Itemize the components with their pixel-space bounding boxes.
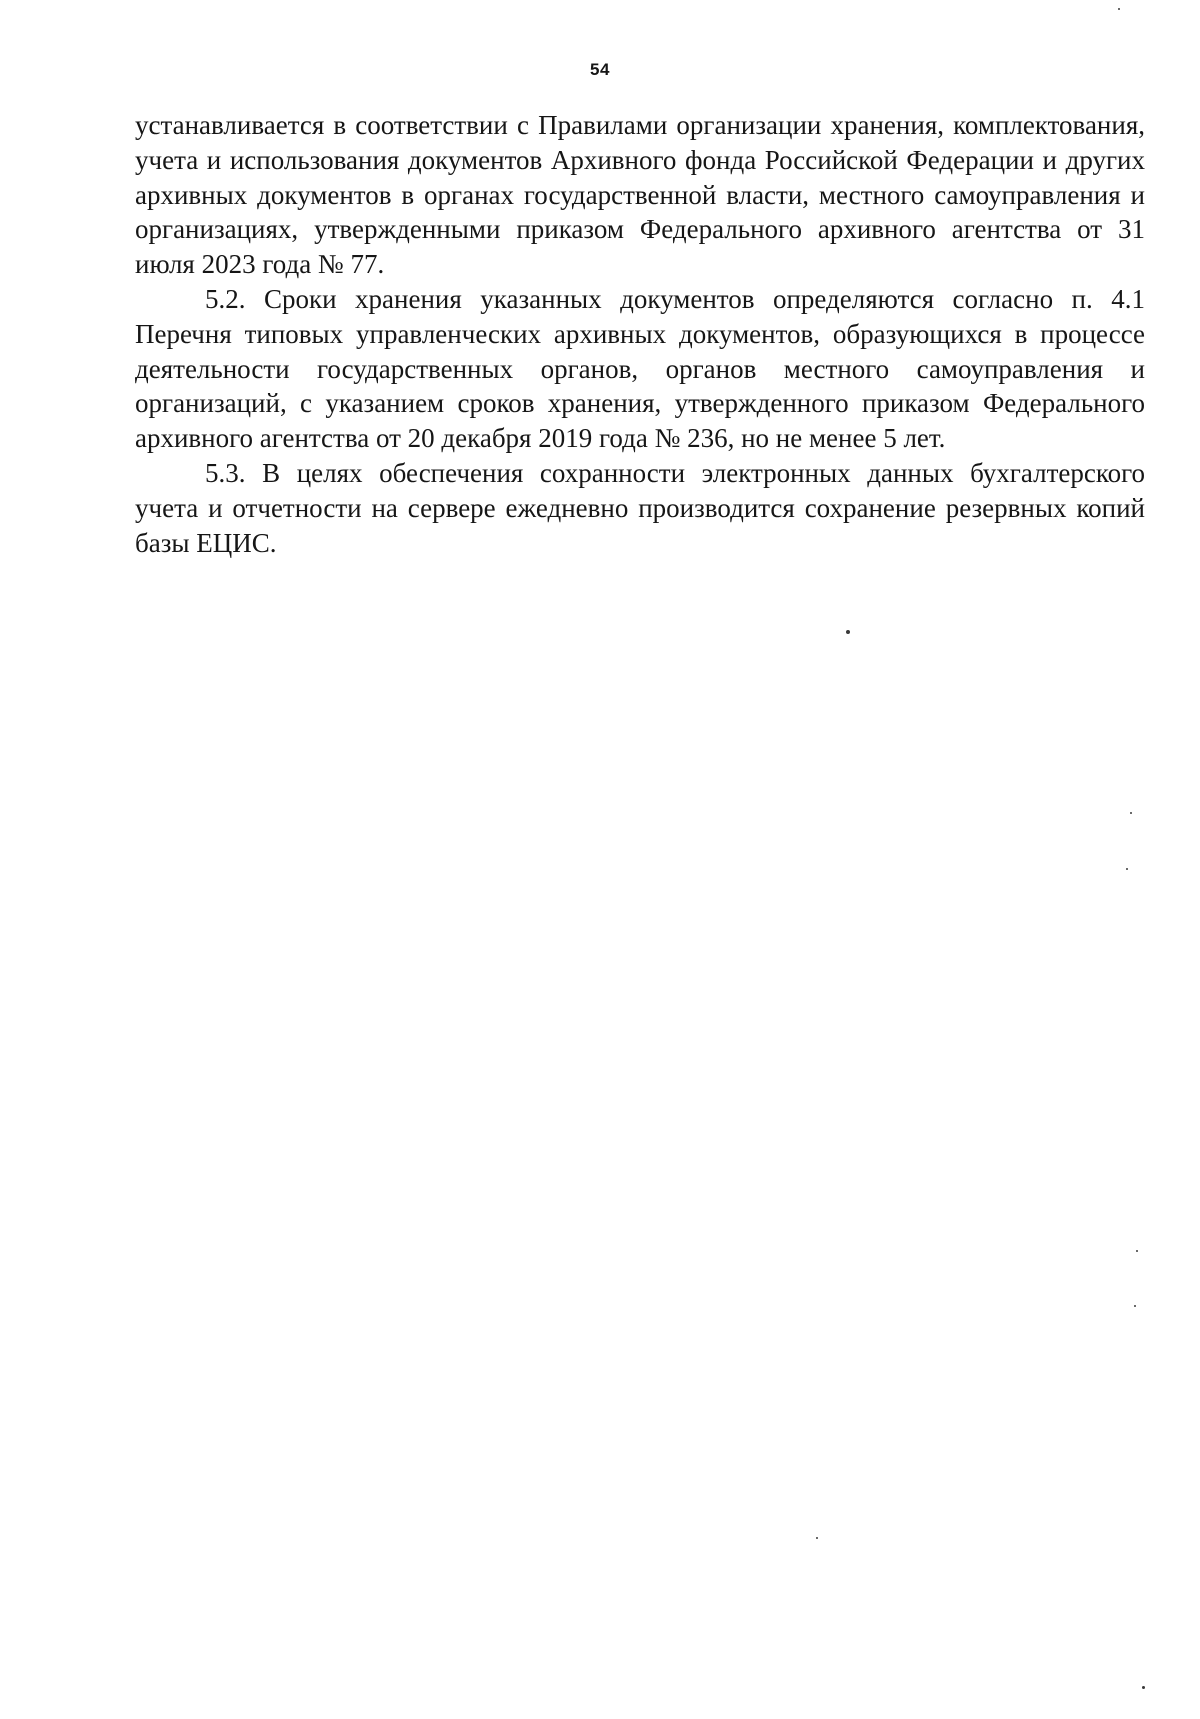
scan-speck	[1126, 868, 1128, 870]
page-number: 54	[590, 60, 610, 79]
scan-speck	[1134, 1305, 1136, 1307]
scan-speck	[1118, 8, 1120, 10]
paragraph-continuation: устанавливается в соответствии с Правилами организации хранения, комплектования, учета и использования документов Архивного фонда Российской Федерации и других архивных документов в органах государственной власти, местного самоуправления и организациях, утвержденными приказом Федерального архивного агентства от 31 июля 2023 года № 77.	[135, 110, 1145, 280]
scan-speck	[1130, 812, 1132, 814]
scan-speck	[816, 1537, 818, 1539]
paragraph-5-2: 5.2. Сроки хранения указанных документов определяются согласно п. 4.1 Перечня типовых управленческих архивных документов, образующихся в процессе деятельности государственных органов, органов местного самоуправления и организаций, с указанием сроков хранения, утвержденного приказом Федерального архивного агентства от 20 декабря 2019 года № 236, но не менее 5 лет.	[135, 283, 1145, 454]
scan-speck	[1142, 1686, 1145, 1689]
paragraph-5-3: 5.3. В целях обеспечения сохранности электронных данных бухгалтерского учета и отчетности на сервере ежедневно производится сохранение резервных копий базы ЕЦИС.	[135, 457, 1145, 558]
document-body	[135, 108, 1145, 560]
scan-speck	[846, 630, 850, 634]
scan-speck	[1136, 1250, 1138, 1252]
